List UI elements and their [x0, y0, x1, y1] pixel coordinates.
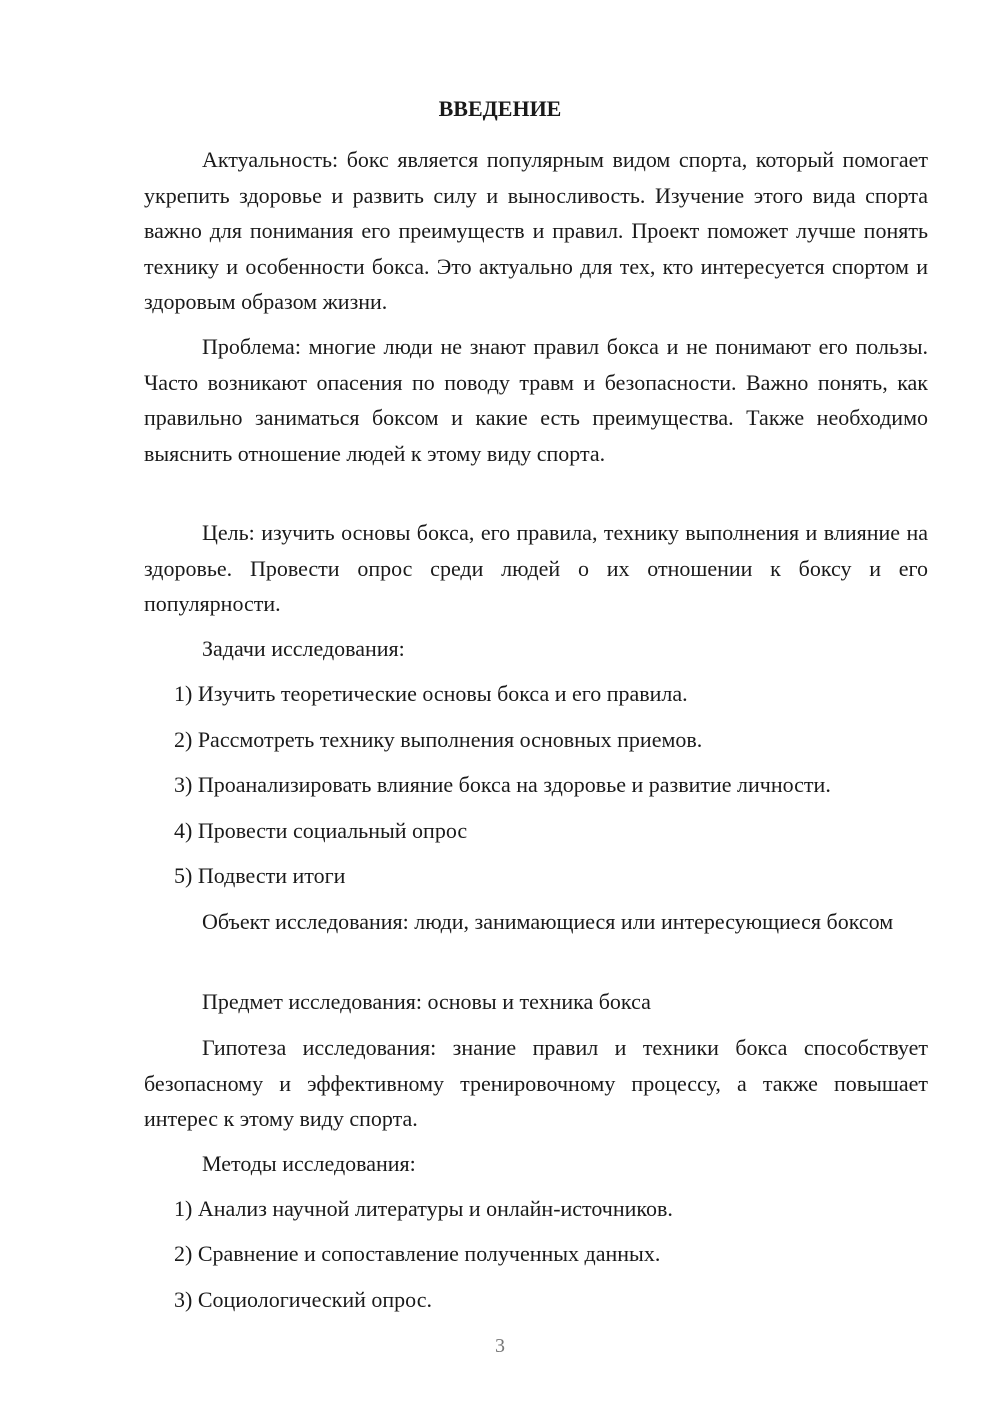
paragraph-goal: Цель: изучить основы бокса, его правила, технику выполнения и влияние на здоровье. Провести опрос среди людей о их отношении к боксу и его популярности.: [144, 520, 928, 616]
method-item: 1) Анализ научной литературы и онлайн-источников.: [174, 1196, 673, 1221]
paragraph-subject: Предмет исследования: основы и техника бокса: [202, 989, 651, 1014]
paragraph-object: Объект исследования: люди, занимающиеся или интересующиеся боксом: [202, 909, 894, 934]
methods-heading: Методы исследования:: [202, 1151, 416, 1176]
task-item: 2) Рассмотреть технику выполнения основных приемов.: [174, 727, 703, 752]
task-item: 3) Проанализировать влияние бокса на здоровье и развитие личности.: [174, 772, 831, 797]
tasks-heading: Задачи исследования:: [202, 636, 405, 661]
paragraph-relevance: Актуальность: бокс является популярным видом спорта, который помогает укрепить здоровье и развить силу и выносливость. Изучение этого вида спорта важно для понимания его преимуществ и правил. Проект поможет лучше понять технику и особенности бокса. Это актуально для тех, кто интересуется спортом и здоровым образом жизни.: [144, 147, 928, 314]
section-heading: ВВЕДЕНИЕ: [438, 96, 562, 121]
page-number: 3: [495, 1335, 505, 1357]
paragraph-hypothesis: Гипотеза исследования: знание правил и техники бокса способствует безопасному и эффективному тренировочному процессу, а также повышает интерес к этому виду спорта.: [144, 1035, 928, 1131]
method-item: 2) Сравнение и сопоставление полученных данных.: [174, 1241, 661, 1266]
method-item: 3) Социологический опрос.: [174, 1287, 432, 1312]
task-item: 1) Изучить теоретические основы бокса и его правила.: [174, 681, 688, 706]
task-item: 5) Подвести итоги: [174, 863, 346, 888]
paragraph-problem: Проблема: многие люди не знают правил бокса и не понимают его пользы. Часто возникают опасения по поводу травм и безопасности. Важно понять, как правильно заниматься боксом и какие есть преимущества. Также необходимо выяснить отношение людей к этому виду спорта.: [144, 334, 928, 466]
task-item: 4) Провести социальный опрос: [174, 818, 468, 843]
